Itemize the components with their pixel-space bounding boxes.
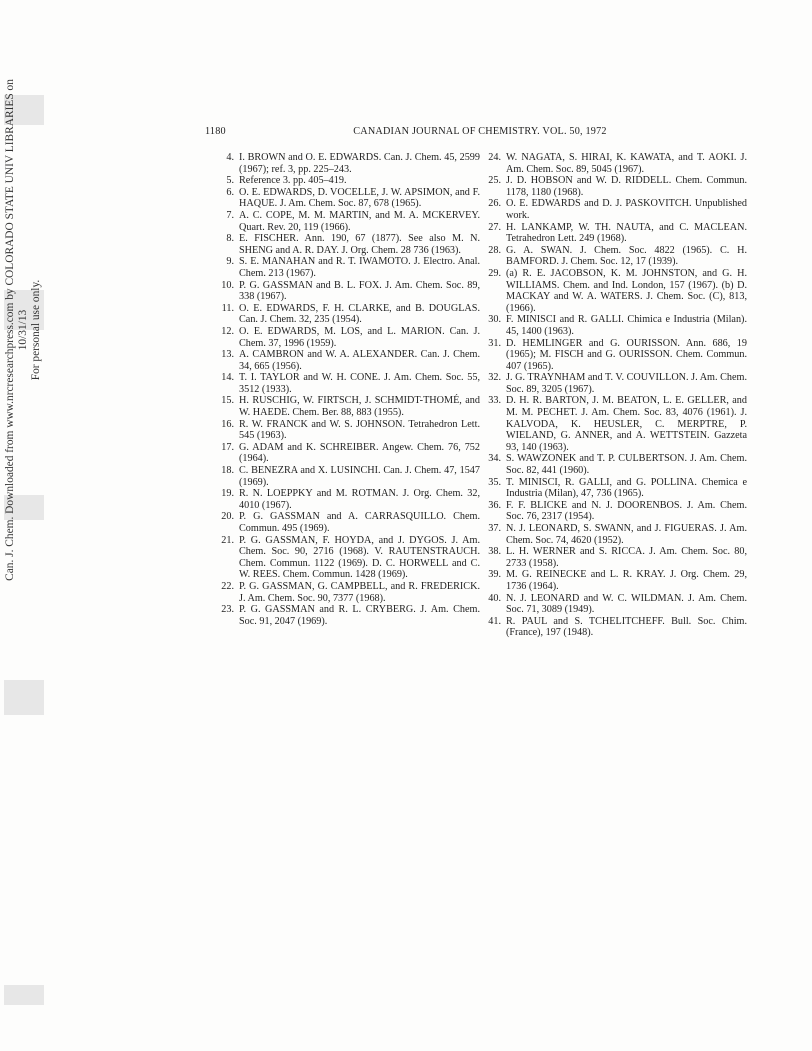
reference-entry <box>483 569 747 592</box>
reference-number: 8. <box>226 233 234 245</box>
reference-number: 37. <box>488 523 501 534</box>
reference-entry <box>483 198 747 221</box>
reference-text: Reference 3. pp. 405–419. <box>239 175 347 187</box>
reference-number: 15. <box>221 395 234 407</box>
reference-text: G. A. SWAN. J. Chem. Soc. 4822 (1965). C. H. BAMFORD. J. Chem. Soc. 12, 17 (1939). <box>506 244 747 268</box>
reference-entry <box>483 523 747 546</box>
reference-text: N. J. LEONARD and W. C. WILDMAN. J. Am. Chem. Soc. 71, 3089 (1949). <box>506 592 747 616</box>
watermark-line-1: Can. J. Chem. Downloaded from www.nrcresearchpress.com by COLORADO STATE UNIV LIBRARIES on 10/31/13 <box>4 79 29 581</box>
reference-text: J. D. HOBSON and W. D. RIDDELL. Chem. Commun. 1178, 1180 (1968). <box>506 175 747 198</box>
reference-entry <box>216 581 480 604</box>
reference-text: C. BENEZRA and X. LUSINCHI. Can. J. Chem. 47, 1547 (1969). <box>239 465 480 488</box>
reference-entry <box>483 593 747 616</box>
reference-entry <box>483 477 747 500</box>
reference-number: 7. <box>226 209 234 221</box>
reference-entry <box>216 442 480 465</box>
reference-text: D. H. R. BARTON, J. M. BEATON, L. E. GELLER, and M. M. PECHET. J. Am. Chem. Soc. 83, 4076 (1961). J. KALVODA, K. HEUSLER, C. MERPTRE, P. WIELAND, G. ANNER, and A. WETTSTEIN. Gazzeta 93, 140 (1963). <box>506 395 747 453</box>
reference-text: R. PAUL and S. TCHELITCHEFF. Bull. Soc. Chim. (France), 197 (1948). <box>506 615 747 639</box>
reference-number: 29. <box>488 267 501 279</box>
reference-number: 24. <box>488 152 501 163</box>
reference-entry <box>216 349 480 372</box>
reference-number: 19. <box>221 488 234 500</box>
reference-text: A. CAMBRON and W. A. ALEXANDER. Can. J. Chem. 34, 665 (1956). <box>239 349 480 372</box>
reference-text: P. G. GASSMAN, G. CAMPBELL, and R. FREDERICK. J. Am. Chem. Soc. 90, 7377 (1968). <box>239 580 480 604</box>
reference-entry <box>216 187 480 210</box>
reference-text: P. G. GASSMAN, F. HOYDA, and J. DYGOS. J. Am. Chem. Soc. 90, 2716 (1968). V. RAUTENSTRAUCH. Chem. Commun. 1122 (1969). D. C. HORWELL and C. W. REES. Chem. Commun. 1428 (1969). <box>239 534 480 581</box>
reference-number: 11. <box>221 302 234 314</box>
scan-artifact <box>4 985 44 1005</box>
reference-number: 16. <box>221 418 234 430</box>
reference-entry <box>483 453 747 476</box>
reference-number: 27. <box>488 221 501 233</box>
reference-text: T. MINISCI, R. GALLI, and G. POLLINA. Chemica e Industria (Milan), 47, 736 (1965). <box>506 476 747 500</box>
reference-number: 39. <box>488 569 501 581</box>
reference-text: R. W. FRANCK and W. S. JOHNSON. Tetrahedron Lett. 545 (1963). <box>239 418 480 442</box>
reference-text: A. C. COPE, M. M. MARTIN, and M. A. MCKERVEY. Quart. Rev. 20, 119 (1966). <box>239 209 480 233</box>
reference-entry <box>483 314 747 337</box>
reference-number: 25. <box>488 175 501 187</box>
reference-entry <box>216 303 480 326</box>
scan-artifact <box>4 680 44 715</box>
reference-text: R. N. LOEPPKY and M. ROTMAN. J. Org. Chem. 32, 4010 (1967). <box>239 488 480 511</box>
reference-text: P. G. GASSMAN and B. L. FOX. J. Am. Chem. Soc. 89, 338 (1967). <box>239 279 480 303</box>
references-left-column <box>216 152 480 627</box>
reference-entry <box>483 395 747 453</box>
reference-number: 35. <box>488 476 501 488</box>
reference-text: E. FISCHER. Ann. 190, 67 (1877). See also M. N. SHENG and A. R. DAY. J. Org. Chem. 28 736 (1963). <box>239 233 480 256</box>
reference-text: (a) R. E. JACOBSON, K. M. JOHNSTON, and G. H. WILLIAMS. Chem. and Ind. London, 157 (1967). (b) D. MACKAY and W. A. WATERS. J. Chem. Soc. (C), 813, (1966). <box>506 267 747 314</box>
reference-text: H. LANKAMP, W. TH. NAUTA, and C. MACLEAN. Tetrahedron Lett. 249 (1968). <box>506 221 747 245</box>
reference-text: H. RUSCHIG, W. FIRTSCH, J. SCHMIDT-THOMÉ, and W. HAEDE. Chem. Ber. 88, 883 (1955). <box>239 395 480 419</box>
reference-number: 31. <box>488 337 501 349</box>
journal-title: CANADIAN JOURNAL OF CHEMISTRY. VOL. 50, 1972 <box>353 126 607 137</box>
reference-number: 40. <box>488 592 501 604</box>
reference-entry <box>216 152 480 175</box>
reference-text: T. I. TAYLOR and W. H. CONE. J. Am. Chem. Soc. 55, 3512 (1933). <box>239 372 480 395</box>
reference-number: 9. <box>226 256 234 268</box>
reference-number: 17. <box>221 441 234 453</box>
reference-number: 6. <box>226 186 234 198</box>
reference-text: J. G. TRAYNHAM and T. V. COUVILLON. J. Am. Chem. Soc. 89, 3205 (1967). <box>506 372 747 395</box>
reference-entry <box>216 604 480 627</box>
reference-text: G. ADAM and K. SCHREIBER. Angew. Chem. 76, 752 (1964). <box>239 441 480 465</box>
reference-text: F. F. BLICKE and N. J. DOORENBOS. J. Am. Chem. Soc. 76, 2317 (1954). <box>506 499 747 523</box>
reference-number: 21. <box>221 534 234 546</box>
reference-text: P. G. GASSMAN and A. CARRASQUILLO. Chem. Commun. 495 (1969). <box>239 511 480 534</box>
reference-entry <box>216 465 480 488</box>
reference-number: 5. <box>226 175 234 187</box>
reference-entry <box>216 372 480 395</box>
reference-entry <box>483 372 747 395</box>
reference-number: 13. <box>221 349 234 361</box>
reference-entry <box>216 256 480 279</box>
reference-entry <box>483 222 747 245</box>
reference-number: 36. <box>488 499 501 511</box>
reference-number: 18. <box>221 465 234 477</box>
reference-text: O. E. EDWARDS and D. J. PASKOVITCH. Unpublished work. <box>506 198 747 221</box>
reference-number: 33. <box>488 395 501 407</box>
reference-entry <box>483 152 747 175</box>
reference-entry <box>216 488 480 511</box>
reference-text: O. E. EDWARDS, D. VOCELLE, J. W. APSIMON, and F. HAQUE. J. Am. Chem. Soc. 87, 678 (1965). <box>239 186 480 210</box>
reference-entry <box>483 268 747 314</box>
reference-number: 28. <box>488 244 501 256</box>
reference-number: 38. <box>488 546 501 558</box>
reference-number: 22. <box>221 580 234 592</box>
reference-number: 32. <box>488 372 501 384</box>
reference-number: 12. <box>221 325 234 337</box>
reference-number: 30. <box>488 314 501 326</box>
reference-number: 14. <box>221 372 234 384</box>
reference-number: 20. <box>221 511 234 523</box>
reference-entry <box>216 326 480 349</box>
reference-entry <box>216 233 480 256</box>
reference-text: S. WAWZONEK and T. P. CULBERTSON. J. Am. Chem. Soc. 82, 441 (1960). <box>506 453 747 477</box>
reference-entry <box>216 419 480 442</box>
reference-text: L. H. WERNER and S. RICCA. J. Am. Chem. Soc. 80, 2733 (1958). <box>506 546 747 569</box>
running-header <box>205 126 755 140</box>
reference-number: 4. <box>226 152 234 163</box>
download-watermark <box>4 70 43 590</box>
reference-entry <box>483 175 747 198</box>
reference-text: N. J. LEONARD, S. SWANN, and J. FIGUERAS. J. Am. Chem. Soc. 74, 4620 (1952). <box>506 523 747 546</box>
reference-entry <box>483 500 747 523</box>
reference-text: F. MINISCI and R. GALLI. Chimica e Industria (Milan). 45, 1400 (1963). <box>506 314 747 337</box>
reference-entry <box>483 245 747 268</box>
reference-text: D. HEMLINGER and G. OURISSON. Ann. 686, 19 (1965); M. FISCH and G. OURISSON. Chem. Commun. 407 (1965). <box>506 337 747 372</box>
reference-number: 10. <box>221 279 234 291</box>
reference-text: O. E. EDWARDS, M. LOS, and L. MARION. Can. J. Chem. 37, 1996 (1959). <box>239 325 480 349</box>
reference-text: M. G. REINECKE and L. R. KRAY. J. Org. Chem. 29, 1736 (1964). <box>506 569 747 592</box>
page-number: 1180 <box>205 126 226 137</box>
reference-entry <box>483 546 747 569</box>
reference-text: S. E. MANAHAN and R. T. IWAMOTO. J. Electro. Anal. Chem. 213 (1967). <box>239 256 480 279</box>
reference-text: P. G. GASSMAN and R. L. CRYBERG. J. Am. Chem. Soc. 91, 2047 (1969). <box>239 604 480 627</box>
reference-entry <box>216 511 480 534</box>
reference-text: O. E. EDWARDS, F. H. CLARKE, and B. DOUGLAS. Can. J. Chem. 32, 235 (1954). <box>239 302 480 326</box>
reference-text: W. NAGATA, S. HIRAI, K. KAWATA, and T. AOKI. J. Am. Chem. Soc. 89, 5045 (1967). <box>506 152 747 175</box>
reference-number: 23. <box>221 604 234 616</box>
reference-entry <box>216 280 480 303</box>
references-right-column <box>483 152 747 639</box>
reference-number: 26. <box>488 198 501 210</box>
watermark-line-2: For personal use only. <box>30 279 42 381</box>
reference-text: I. BROWN and O. E. EDWARDS. Can. J. Chem. 45, 2599 (1967); ref. 3, pp. 225–243. <box>239 152 480 175</box>
reference-number: 34. <box>488 453 501 465</box>
reference-entry <box>483 338 747 373</box>
reference-entry <box>483 616 747 639</box>
reference-entry <box>216 535 480 581</box>
reference-entry <box>216 210 480 233</box>
reference-entry <box>216 175 480 187</box>
reference-number: 41. <box>488 615 501 627</box>
reference-entry <box>216 395 480 418</box>
